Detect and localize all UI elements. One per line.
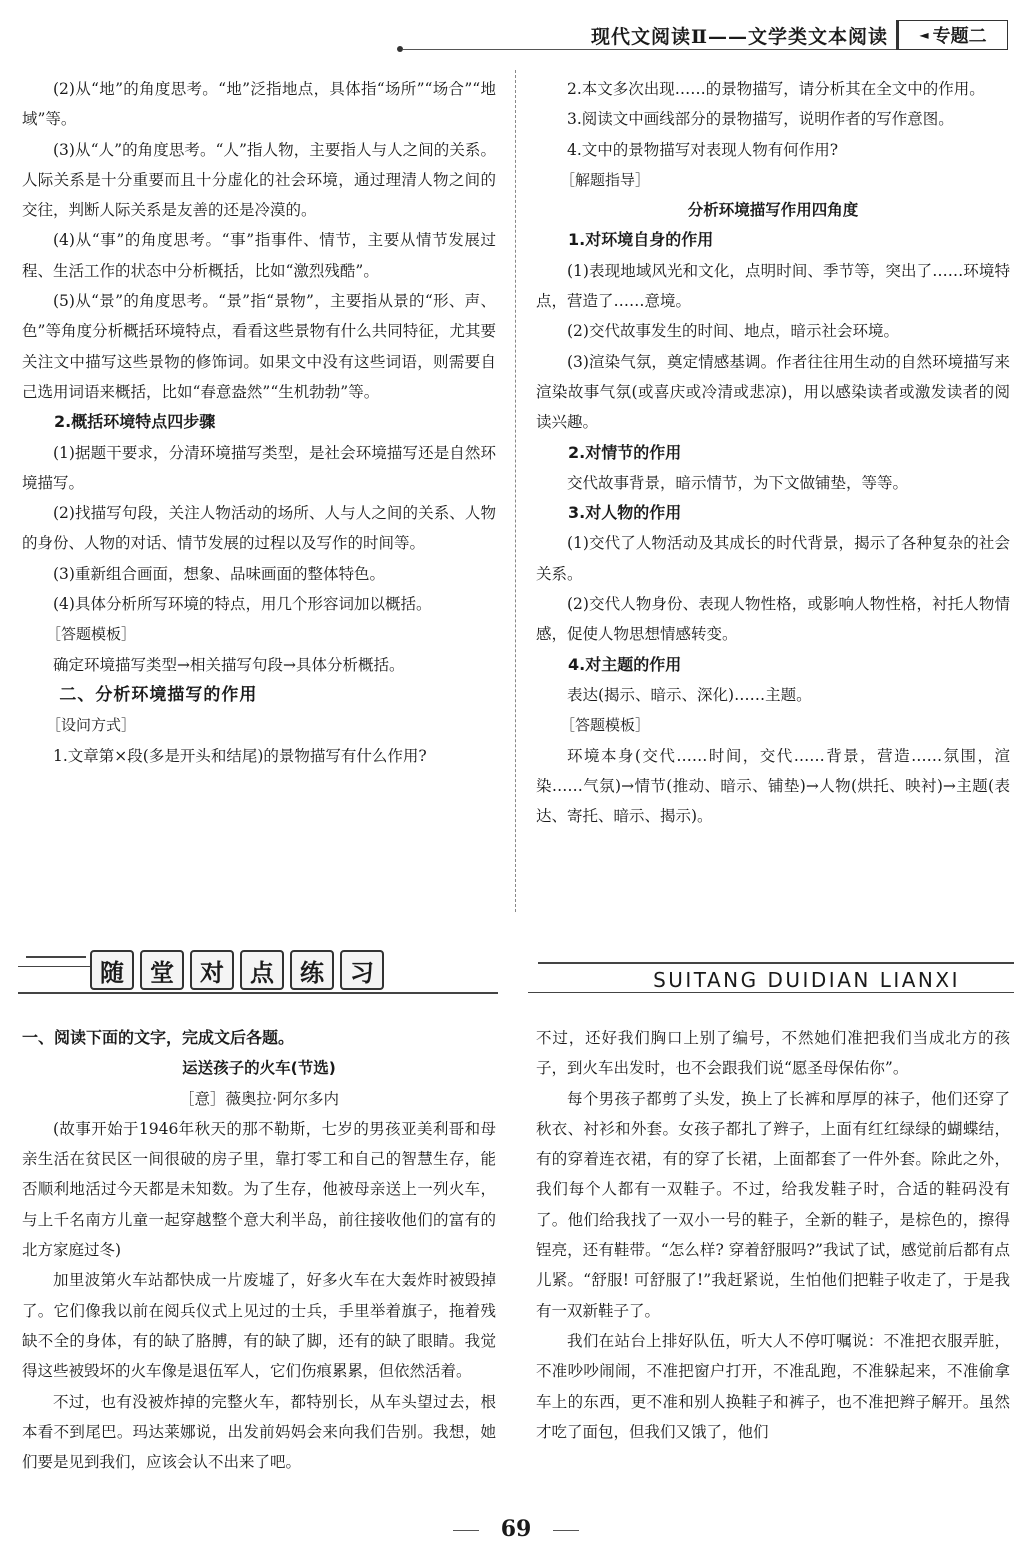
- paragraph: (2)从“地”的角度思考。“地”泛指地点，具体指“场所”“场合”“地域”等。: [22, 80, 496, 129]
- template-label: ［答题模板］: [560, 716, 651, 735]
- lower-right-column: [536, 1023, 1010, 1447]
- paragraph: (2)找描写句段，关注人物活动的场所、人与人之间的关系、人物的身份、人物的对话、情节发展的过程以及写作的时间等。: [22, 504, 496, 553]
- footer-rule: [453, 1530, 479, 1531]
- paragraph: (3)渲染气氛，奠定情感基调。作者往往用生动的自然环境描写来渲染故事气氛(或喜庆或冷清或悲凉)，用以感染读者或激发读者的阅读兴趣。: [536, 352, 1010, 432]
- practice-banner: [18, 940, 1014, 1000]
- header-tag-label: 专题二: [932, 26, 987, 47]
- paragraph-continued: 不过，还好我们胸口上别了编号，不然她们准把我们当成北方的孩子，到火车出发时，也不会跟我们说“愿圣母保佑你”。: [536, 1029, 1010, 1078]
- template-text: 环境本身(交代……时间，交代……背景，营造……氛围，渲染……气氛)→情节(推动、暗示、铺垫)→人物(烘托、映衬)→主题(表达、寄托、暗示、揭示)。: [536, 746, 1010, 826]
- footer-rule: [553, 1530, 579, 1531]
- paragraph: 交代故事背景，暗示情节，为下文做铺垫，等等。: [567, 473, 909, 492]
- banner-char: 对: [190, 950, 234, 990]
- paragraph: (1)据题干要求，分清环境描写类型，是社会环境描写还是自然环境描写。: [22, 443, 496, 492]
- paragraph: 加里波第火车站都快成一片废墟了，好多火车在大轰炸时被毁掉了。它们像我以前在阅兵仪式上见过的士兵，手里举着旗子，拖着残缺不全的身体，有的缺了胳膊，有的缺了脚，还有的缺了眼睛。我觉得这些被毁坏的火车像是退伍军人，它们伤痕累累，但依然活着。: [22, 1271, 496, 1381]
- banner-rule: [538, 962, 1014, 964]
- guide-label: ［解题指导］: [560, 170, 651, 189]
- section-heading: 二、分析环境描写的作用: [59, 684, 258, 705]
- subheading-theme: 4.对主题的作用: [568, 654, 682, 674]
- passage-title: 运送孩子的火车(节选): [182, 1059, 336, 1078]
- subheading-character: 3.对人物的作用: [568, 503, 682, 523]
- banner-rule: [18, 966, 90, 967]
- paragraph: (3)从“人”的角度思考。“人”指人物，主要指人与人之间的关系。人际关系是十分重要而且十分虚化的社会环境，通过理清人物之间的交往，判断人际关系是友善的还是冷漠的。: [22, 140, 496, 220]
- banner-char: 练: [290, 950, 334, 990]
- banner-rule: [18, 992, 498, 994]
- paragraph: (1)交代了人物活动及其成长的时代背景，揭示了各种复杂的社会关系。: [536, 534, 1010, 583]
- paragraph: (3)重新组合画面，想象、品味画面的整体特色。: [53, 564, 385, 583]
- paragraph: 每个男孩子都剪了头发，换上了长裤和厚厚的袜子，他们还穿了秋衣、衬衫和外套。女孩子都扎了辫子，上面有红红绿绿的蝴蝶结，有的穿着连衣裙，有的穿了长裙，上面都套了一件外套。除此之外，我们每个人都有一双鞋子。不过，给我发鞋子时，合适的鞋码没有了。他们给我找了一双小一号的鞋子，全新的鞋子，是棕色的，擦得锃亮，还有鞋带。“怎么样? 穿着舒服吗?”我试了试，感觉前后都有点儿紧。“舒服! 可舒服了!”我赶紧说，生怕他们把鞋子收走了，于是我有一双新鞋子了。: [536, 1089, 1010, 1320]
- column-divider: [515, 70, 516, 912]
- question-4: 4.文中的景物描写对表现人物有何作用?: [567, 140, 839, 159]
- header-title: 现代文阅读Ⅱ——文学类文本阅读: [590, 26, 888, 48]
- template-text: 确定环境描写类型→相关描写句段→具体分析概括。: [53, 655, 405, 674]
- subheading-plot: 2.对情节的作用: [568, 442, 682, 462]
- paragraph: (2)交代人物身份、表现人物性格，或影响人物性格，衬托人物情感，促使人物思想情感转变。: [536, 595, 1010, 644]
- template-label: ［答题模板］: [46, 625, 137, 644]
- page-footer: [0, 1516, 1032, 1542]
- guide-title: 分析环境描写作用四角度: [687, 201, 859, 220]
- passage-intro: (故事开始于1946年秋天的那不勒斯，七岁的男孩亚美利哥和母亲生活在贫民区一间很破的房子里，靠打零工和自己的智慧生存，能否顺利地活过今天都是未知数。为了生存，他被母亲送上一列火车，与上千名南方儿童一起穿越整个意大利半岛，前往接收他们的富有的北方家庭过冬): [22, 1119, 496, 1260]
- banner-title: [90, 950, 390, 990]
- upper-right-column: [536, 74, 1010, 831]
- paragraph: (4)从“事”的角度思考。“事”指事件、情节，主要从情节发展过程、生活工作的状态中分析概括，比如“激烈残酷”。: [22, 231, 496, 280]
- ask-label: ［设问方式］: [46, 716, 137, 735]
- subheading-steps: 2.概括环境特点四步骤: [54, 412, 216, 432]
- question-3: 3.阅读文中画线部分的景物描写，说明作者的写作意图。: [567, 110, 954, 129]
- banner-char: 习: [340, 950, 384, 990]
- question-1: 1.文章第×段(多是开头和结尾)的景物描写有什么作用?: [53, 746, 427, 765]
- paragraph: 不过，也有没被炸掉的完整火车，都特别长，从车头望过去，根本看不到尾巴。玛达莱娜说，出发前妈妈会来向我们告别。我想，她们要是见到我们，应该会认不出来了吧。: [22, 1392, 496, 1472]
- paragraph: (4)具体分析所写环境的特点，用几个形容词加以概括。: [53, 595, 432, 614]
- passage-author: ［意］薇奥拉·阿尔多内: [179, 1089, 339, 1108]
- tag-arrow-icon: ◄: [919, 28, 929, 42]
- banner-rule: [26, 956, 86, 958]
- paragraph: (5)从“景”的角度思考。“景”指“景物”，主要指从景的“形、声、色”等角度分析概括环境特点，看看这些景物有什么共同特征，尤其要关注文中描写这些景物的修饰词。如果文中没有这些词语，则需要自己选用词语来概括，比如“春意盎然”“生机勃勃”等。: [22, 292, 496, 401]
- banner-english: SUITANG DUIDIAN LIANXI: [653, 968, 960, 992]
- header-tag: [896, 20, 1008, 50]
- banner-char: 点: [240, 950, 284, 990]
- exercise-instruction: 一、阅读下面的文字，完成文后各题。: [22, 1028, 295, 1047]
- paragraph: 表达(揭示、暗示、深化)……主题。: [567, 685, 812, 704]
- paragraph: 我们在站台上排好队伍，听大人不停叮嘱说：不准把衣服弄脏，不准吵吵闹闹，不准把窗户打开，不准乱跑，不准躲起来，不准偷拿车上的东西，更不准和别人换鞋子和裤子，也不准把辫子解开。虽然才吃了面包，但我们又饿了，他们: [536, 1331, 1010, 1441]
- paragraph: (2)交代故事发生的时间、地点，暗示社会环境。: [567, 322, 899, 341]
- running-header: [395, 14, 1020, 58]
- banner-char: 随: [90, 950, 134, 990]
- banner-char: 堂: [140, 950, 184, 990]
- banner-rule: [528, 992, 1014, 993]
- paragraph: (1)表现地域风光和文化，点明时间、季节等，突出了……环境特点，营造了……意境。: [536, 261, 1010, 311]
- subheading-environment: 1.对环境自身的作用: [568, 230, 714, 250]
- question-2: 2.本文多次出现……的景物描写，请分析其在全文中的作用。: [567, 80, 985, 98]
- header-rule: [403, 49, 903, 50]
- upper-left-column: [22, 74, 496, 771]
- page-number: 69: [500, 1516, 532, 1542]
- lower-left-column: [22, 1023, 496, 1477]
